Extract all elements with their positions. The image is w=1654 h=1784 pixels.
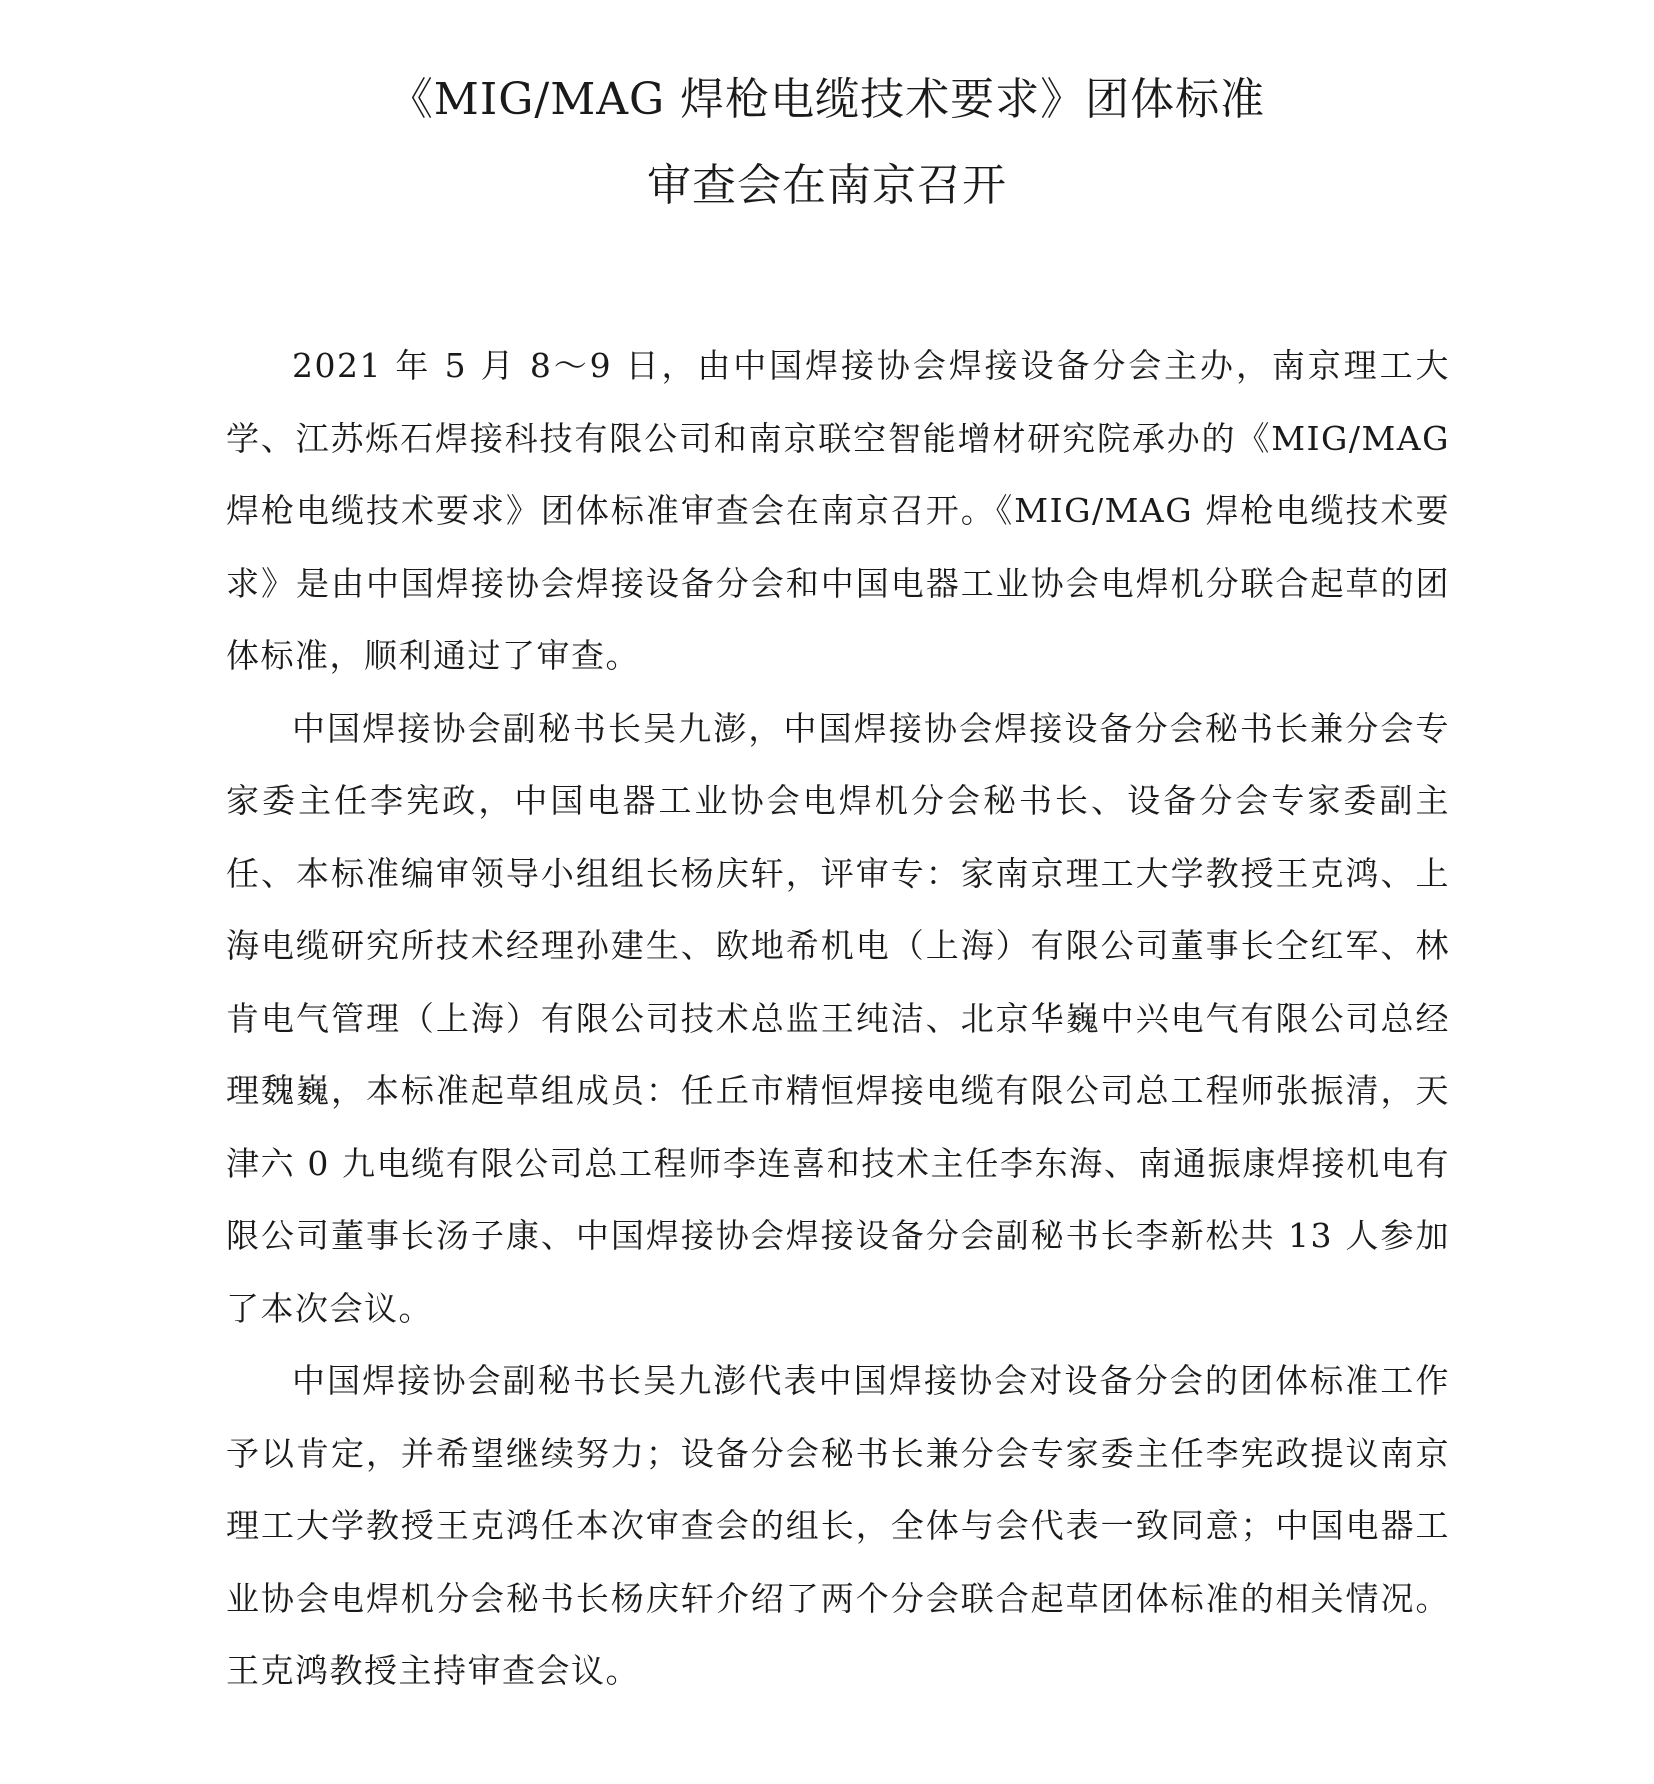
paragraph-3: 中国焊接协会副秘书长吴九澎代表中国焊接协会对设备分会的团体标准工作予以肯定，并希望继续努力；设备分会秘书长兼分会专家委主任李宪政提议南京理工大学教授王克鸿任本次审查会的组长，全体与会代表一致同意；中国电器工业协会电焊机分会秘书长杨庆轩介绍了两个分会联合起草团体标准的相关情况。王克鸿教授主持审查会议。 [226, 1361, 1450, 1690]
paragraph-2: 中国焊接协会副秘书长吴九澎，中国焊接协会焊接设备分会秘书长兼分会专家委主任李宪政，中国电器工业协会电焊机分会秘书长、设备分会专家委副主任、本标准编审领导小组组长杨庆轩，评审专：家南京理工大学教授王克鸿、上海电缆研究所技术经理孙建生、欧地希机电（上海）有限公司董事长仝红军、林肯电气管理（上海）有限公司技术总监王纯洁、北京华巍中兴电气有限公司总经理魏巍，本标准起草组成员：任丘市精恒焊接电缆有限公司总工程师张振清，天津六 0 九电缆有限公司总工程师李连喜和技术主任李东海、南通振康焊接机电有限公司董事长汤子康、中国焊接协会焊接设备分会副秘书长李新松共 13 人参加了本次会议。 [226, 708, 1450, 1328]
document-title-line-2: 审查会在南京召开 [647, 160, 1007, 211]
document-title-line-1: 《MIG/MAG 焊枪电缆技术要求》团体标准 [388, 74, 1266, 125]
document-body [226, 330, 1450, 1708]
paragraph-1: 2021 年 5 月 8～9 日，由中国焊接协会焊接设备分会主办，南京理工大学、江苏烁石焊接科技有限公司和南京联空智能增材研究院承办的《MIG/MAG 焊枪电缆技术要求》团体标准审查会在南京召开。《MIG/MAG 焊枪电缆技术要求》是由中国焊接协会焊接设备分会和中国电器工业协会电焊机分联合起草的团体标准，顺利通过了审查。 [226, 346, 1450, 675]
